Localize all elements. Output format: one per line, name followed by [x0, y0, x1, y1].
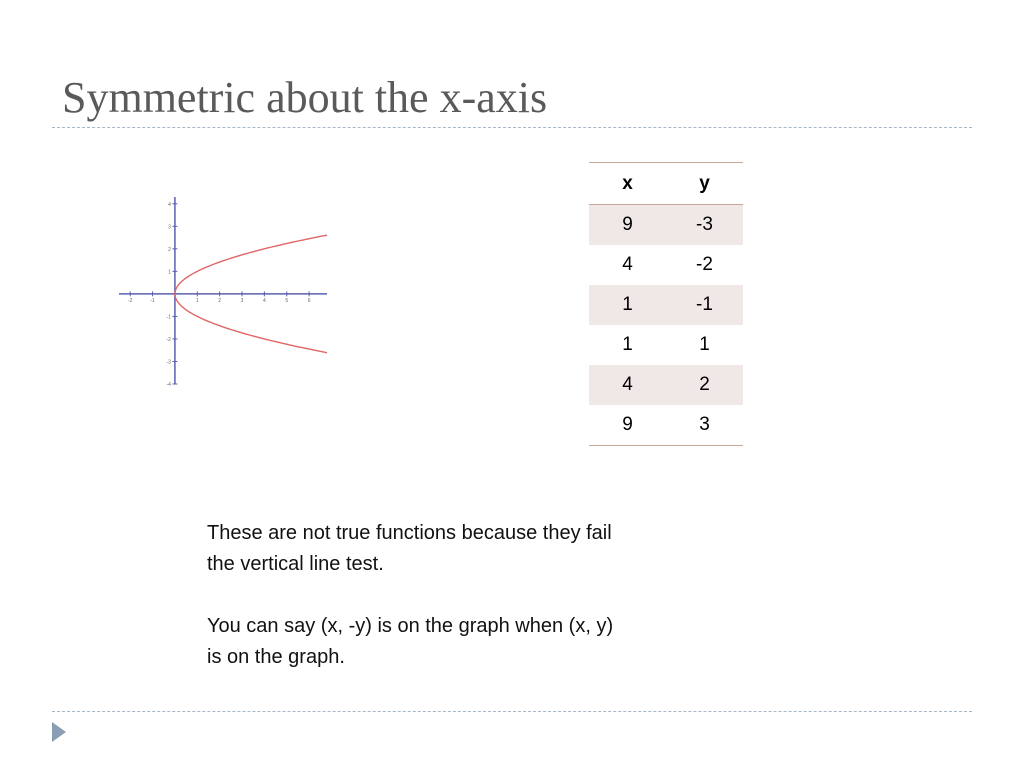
- table-cell: 1: [622, 334, 633, 355]
- table-cell: -3: [666, 205, 743, 246]
- explanation-text: [207, 518, 707, 580]
- x-tick-label: -2: [127, 297, 133, 304]
- xy-table: [589, 162, 743, 446]
- column-header-y: y: [666, 163, 743, 205]
- table-row: [589, 325, 743, 365]
- table-cell: 1: [589, 285, 666, 325]
- x-tick-label: 6: [307, 297, 311, 304]
- table-cell: -2: [696, 254, 713, 275]
- y-tick-label: -1: [166, 314, 171, 321]
- table-row: [589, 245, 743, 285]
- x-tick-label: 5: [285, 297, 289, 304]
- y-tick-label: -4: [166, 382, 171, 388]
- triangle-right-icon[interactable]: [52, 722, 66, 742]
- parabola-graph: [119, 197, 327, 388]
- table-row: [589, 285, 743, 325]
- table-row: [589, 205, 743, 246]
- graph-background: [119, 197, 327, 384]
- table-row: [589, 365, 743, 405]
- title-divider: [52, 127, 972, 128]
- y-tick-label: -2: [166, 336, 171, 343]
- x-tick-label: 1: [195, 297, 199, 304]
- x-tick-label: -1: [150, 297, 155, 304]
- x-tick-label: 3: [240, 297, 244, 304]
- table-cell: 4: [622, 254, 633, 275]
- y-tick-label: 1: [168, 269, 171, 276]
- symmetry-rule-line: You can say (x, -y) is on the graph when (x, y): [207, 615, 614, 637]
- footer-divider: [52, 711, 972, 712]
- x-tick-label: 4: [262, 297, 266, 304]
- explanation-line: These are not true functions because they fail: [207, 522, 612, 544]
- table-cell: 3: [699, 414, 710, 435]
- explanation-line: the vertical line test.: [207, 553, 384, 575]
- y-tick-label: 2: [168, 246, 171, 253]
- symmetry-rule-text: [207, 611, 707, 673]
- graph-canvas: [119, 197, 327, 388]
- column-header-x: x: [589, 163, 666, 205]
- y-tick-label: 4: [168, 201, 171, 208]
- table-cell: 4: [589, 365, 666, 405]
- table-header-row: [589, 163, 743, 205]
- table-row: [589, 405, 743, 446]
- table-cell: 2: [666, 365, 743, 405]
- symmetry-rule-line: is on the graph.: [207, 646, 345, 668]
- table-cell: -1: [666, 285, 743, 325]
- x-tick-label: 2: [218, 297, 222, 304]
- y-tick-label: -3: [166, 359, 171, 366]
- table-cell: 9: [589, 205, 666, 246]
- table-cell: 9: [622, 414, 633, 435]
- table-cell: 1: [699, 334, 710, 355]
- slide-title: Symmetric about the x-axis: [62, 73, 548, 122]
- y-tick-label: 3: [168, 224, 171, 231]
